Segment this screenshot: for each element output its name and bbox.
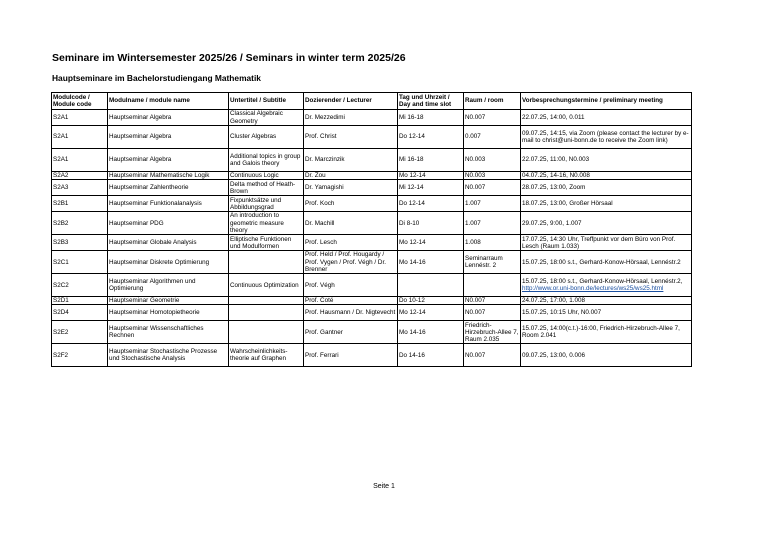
time-slot: Mi 16-18 xyxy=(399,156,424,164)
module-code-cell xyxy=(52,212,108,235)
preliminary-meeting: 15.07.25, 10:15 Uhr, N0.007 xyxy=(522,309,602,317)
preliminary-meeting-cell xyxy=(521,212,692,235)
preliminary-meeting-cell xyxy=(521,196,692,212)
room: 1.008 xyxy=(465,239,481,247)
room-cell xyxy=(464,149,521,172)
time-slot: Mo 14-16 xyxy=(399,258,426,266)
table-row xyxy=(52,235,692,251)
room-cell xyxy=(464,321,521,344)
table-row xyxy=(52,149,692,172)
module-name: Hauptseminar Algebra xyxy=(109,156,172,164)
module-subtitle-cell xyxy=(229,305,304,321)
table-row xyxy=(52,180,692,196)
table-row xyxy=(52,344,692,367)
time-slot: Mo 14-16 xyxy=(399,328,426,336)
time-slot: Do 14-16 xyxy=(399,351,425,359)
lecturer-cell xyxy=(304,126,398,149)
preliminary-meeting-cell xyxy=(521,321,692,344)
module-subtitle: Wahrscheinlichkeits-theorie auf Graphen xyxy=(230,348,288,363)
lecturer-cell xyxy=(304,297,398,305)
module-name-cell xyxy=(108,212,229,235)
module-subtitle-cell xyxy=(229,212,304,235)
room-cell xyxy=(464,212,521,235)
room: N0.003 xyxy=(465,156,486,164)
preliminary-meeting-cell xyxy=(521,172,692,180)
room-cell xyxy=(464,172,521,180)
module-code-cell xyxy=(52,172,108,180)
time-slot: Mo 12-14 xyxy=(399,172,426,179)
preliminary-meeting: 22.07.25, 11:00, N0.003 xyxy=(522,156,590,164)
lecturer: Prof. Hausmann / Dr. Nigtevecht xyxy=(305,309,396,317)
column-header-room: Raum / room xyxy=(464,93,521,110)
module-code-cell xyxy=(52,251,108,274)
module-name-cell xyxy=(108,305,229,321)
table-row xyxy=(52,172,692,180)
room: 0.007 xyxy=(465,133,481,141)
room-cell xyxy=(464,235,521,251)
time-slot: Mo 12-14 xyxy=(399,239,426,247)
preliminary-meeting: 15.07.25, 18:00 s.t., Gerhard-Konow-Hörsaal, Lennéstr.2, xyxy=(522,278,683,285)
module-subtitle-cell xyxy=(229,321,304,344)
room-cell xyxy=(464,251,521,274)
preliminary-meeting: 04.07.25, 14-16, N0.008 xyxy=(522,172,590,179)
room: Seminarraum Lennéstr. 2 xyxy=(465,255,503,270)
module-subtitle-cell xyxy=(229,251,304,274)
table-row xyxy=(52,297,692,305)
column-header-time: Tag und Uhrzeit / Day and time slot xyxy=(398,93,464,110)
lecturer: Prof. Coté xyxy=(305,297,334,305)
time-slot-cell xyxy=(398,212,464,235)
module-subtitle: Classical Algebraic Geometry xyxy=(230,110,283,125)
room-cell xyxy=(464,344,521,367)
module-subtitle-cell xyxy=(229,172,304,180)
table-row xyxy=(52,126,692,149)
module-name: Hauptseminar PDG xyxy=(109,219,164,227)
time-slot: Do 10-12 xyxy=(399,297,425,305)
module-code-cell xyxy=(52,180,108,196)
lecturer: Dr. Mezzedimi xyxy=(305,113,345,121)
time-slot: Mi 16-18 xyxy=(399,113,424,121)
page-title: Seminare im Wintersemester 2025/26 / Seminars in winter term 2025/26 xyxy=(52,52,406,64)
time-slot-cell xyxy=(398,196,464,212)
room: N0.007 xyxy=(465,351,486,359)
module-subtitle: Delta method of Heath-Brown xyxy=(230,180,296,195)
column-header-meeting: Vorbesprechungstermine / preliminary meeting xyxy=(521,93,692,110)
room: N0.007 xyxy=(465,113,486,121)
module-name-cell xyxy=(108,344,229,367)
room-cell xyxy=(464,126,521,149)
module-code: S2B3 xyxy=(53,239,69,247)
room-cell xyxy=(464,305,521,321)
room: 1.007 xyxy=(465,219,481,227)
room: Friedrich-Hirzebruch-Allee 7, Raum 2.035 xyxy=(465,321,519,343)
module-name-cell xyxy=(108,251,229,274)
time-slot: Mi 12-14 xyxy=(399,184,424,192)
preliminary-meeting: 15.07.25, 18:00 s.t., Gerhard-Konow-Hörsaal, Lennéstr.2 xyxy=(522,258,681,266)
module-subtitle-cell xyxy=(229,149,304,172)
module-name-cell xyxy=(108,297,229,305)
lecturer-cell xyxy=(304,110,398,126)
lecturer: Prof. Végh xyxy=(305,281,335,289)
room-cell xyxy=(464,110,521,126)
module-code-cell xyxy=(52,274,108,297)
preliminary-meeting: 17.07.25, 14:30 Uhr, Treffpunkt vor dem Büro von Prof. Lesch (Raum 1.033) xyxy=(522,235,676,250)
module-name: Hauptseminar Stochastische Prozesse und Stochastische Analysis xyxy=(109,348,218,363)
module-code-cell xyxy=(52,126,108,149)
module-code-cell xyxy=(52,235,108,251)
preliminary-meeting: 09.07.25, 14:15, via Zoom (please contact the lecturer by e-mail to christ@uni-bonn.de to receive the Zoom link) xyxy=(522,129,689,144)
module-name: Hauptseminar Geometrie xyxy=(109,297,180,305)
module-name-cell xyxy=(108,274,229,297)
lecturer-cell xyxy=(304,251,398,274)
lecturer-cell xyxy=(304,344,398,367)
preliminary-meeting: 24.07.25, 17:00, 1.008 xyxy=(522,297,586,305)
lecturer-cell xyxy=(304,305,398,321)
module-name-cell xyxy=(108,180,229,196)
page-number: Seite 1 xyxy=(373,483,395,490)
preliminary-meeting-cell xyxy=(521,297,692,305)
preliminary-meeting-cell xyxy=(521,149,692,172)
room: 1.007 xyxy=(465,200,481,208)
module-code: S2A1 xyxy=(53,156,69,164)
module-code-cell xyxy=(52,196,108,212)
lecturer-cell xyxy=(304,235,398,251)
lecturer: Prof. Christ xyxy=(305,133,337,141)
lecturer-cell xyxy=(304,274,398,297)
table-header-row xyxy=(52,93,692,110)
table-row xyxy=(52,305,692,321)
column-header-modulecode: Modulcode / Module code xyxy=(52,93,108,110)
module-name: Hauptseminar Algebra xyxy=(109,133,172,141)
time-slot-cell xyxy=(398,172,464,180)
column-header-lecturer: Dozierender / Lecturer xyxy=(304,93,398,110)
module-name: Hauptseminar Zahlentheorie xyxy=(109,184,189,192)
lecturer-cell xyxy=(304,180,398,196)
module-name-cell xyxy=(108,126,229,149)
time-slot-cell xyxy=(398,180,464,196)
time-slot-cell xyxy=(398,305,464,321)
preliminary-meeting: 28.07.25, 13:00, Zoom xyxy=(522,184,586,192)
room-cell xyxy=(464,180,521,196)
module-code-cell xyxy=(52,305,108,321)
lecturer: Prof. Held / Prof. Hougardy / Prof. Vygen / Prof. Végh / Dr. Brenner xyxy=(305,251,386,273)
time-slot-cell xyxy=(398,126,464,149)
module-name: Hauptseminar Homotopietheorie xyxy=(109,309,200,317)
module-name: Hauptseminar Diskrete Optimierung xyxy=(109,258,210,266)
preliminary-meeting-cell xyxy=(521,126,692,149)
time-slot-cell xyxy=(398,344,464,367)
time-slot-cell xyxy=(398,110,464,126)
room-cell xyxy=(464,274,521,297)
room-cell xyxy=(464,297,521,305)
module-subtitle: Fixpunktsätze und Abbildungsgrad xyxy=(230,196,282,211)
seminar-table xyxy=(51,92,692,367)
module-code: S2D1 xyxy=(53,297,69,305)
lecturer-cell xyxy=(304,196,398,212)
time-slot: Do 12-14 xyxy=(399,133,425,141)
column-header-modulename: Modulname / module name xyxy=(108,93,229,110)
module-code-cell xyxy=(52,149,108,172)
preliminary-meeting-cell xyxy=(521,251,692,274)
lecturer: Prof. Lesch xyxy=(305,239,337,247)
module-code-cell xyxy=(52,297,108,305)
module-name: Hauptseminar Algebra xyxy=(109,113,172,121)
time-slot-cell xyxy=(398,235,464,251)
module-code: S2F2 xyxy=(53,351,69,359)
lecturer-cell xyxy=(304,212,398,235)
preliminary-meeting-cell xyxy=(521,305,692,321)
lecturer: Dr. Machill xyxy=(305,219,335,227)
module-subtitle-cell xyxy=(229,110,304,126)
module-name-cell xyxy=(108,196,229,212)
module-subtitle: An introduction to geometric measure theory xyxy=(230,212,284,234)
module-subtitle-cell xyxy=(229,274,304,297)
module-subtitle-cell xyxy=(229,297,304,305)
time-slot: Mo 12-14 xyxy=(399,309,426,317)
table-row xyxy=(52,110,692,126)
module-name-cell xyxy=(108,235,229,251)
module-subtitle-cell xyxy=(229,126,304,149)
section-subtitle: Hauptseminare im Bachelorstudiengang Mathematik xyxy=(52,73,261,83)
room: N0.007 xyxy=(465,297,486,305)
module-code-cell xyxy=(52,321,108,344)
time-slot: Do 12-14 xyxy=(399,200,425,208)
lecturer-cell xyxy=(304,172,398,180)
module-code: S2A1 xyxy=(53,133,69,141)
preliminary-meeting-cell xyxy=(521,274,692,297)
lecturer-cell xyxy=(304,321,398,344)
lecturer: Prof. Koch xyxy=(305,200,335,208)
lecturer: Prof. Gantner xyxy=(305,328,343,336)
table-row xyxy=(52,251,692,274)
preliminary-meeting: 22.07.25, 14:00, 0.011 xyxy=(522,113,585,121)
module-name: Hauptseminar Algorithmen und Optimierung xyxy=(109,278,196,293)
lecturer-cell xyxy=(304,149,398,172)
module-subtitle: Additional topics in group and Galois theory xyxy=(230,152,301,167)
time-slot: Di 8-10 xyxy=(399,219,420,227)
module-name-cell xyxy=(108,321,229,344)
lecturer: Dr. Zou xyxy=(305,172,326,179)
module-code-cell xyxy=(52,110,108,126)
meeting-link[interactable]: http://www.or.uni-bonn.de/lectures/ws25/ws25.html xyxy=(522,285,664,293)
table-row xyxy=(52,196,692,212)
module-code: S2C1 xyxy=(53,258,69,266)
table-row xyxy=(52,274,692,297)
module-subtitle-cell xyxy=(229,235,304,251)
module-name: Hauptseminar Wissenschaftliches Rechnen xyxy=(109,325,204,340)
module-code: S2A3 xyxy=(53,184,69,192)
module-subtitle: Continuous Logic xyxy=(230,172,279,179)
preliminary-meeting-cell xyxy=(521,344,692,367)
preliminary-meeting: 09.07.25, 13:00, 0.006 xyxy=(522,351,586,359)
module-name: Hauptseminar Mathematische Logik xyxy=(109,172,210,179)
room: N0.007 xyxy=(465,309,486,317)
module-code: S2B2 xyxy=(53,219,69,227)
module-name: Hauptseminar Globale Analysis xyxy=(109,239,197,247)
module-code: S2E2 xyxy=(53,328,69,336)
module-subtitle: Cluster Algebras xyxy=(230,133,277,141)
time-slot-cell xyxy=(398,251,464,274)
module-code: S2D4 xyxy=(53,309,69,317)
preliminary-meeting: 15.07.25, 14:00(c.t.)-16:00, Friedrich-Hirzebruch-Allee 7, Room 2.041 xyxy=(522,325,680,340)
room-cell xyxy=(464,196,521,212)
module-code: S2A2 xyxy=(53,172,69,179)
preliminary-meeting-cell xyxy=(521,180,692,196)
table-row xyxy=(52,321,692,344)
preliminary-meeting: 29.07.25, 9:00, 1.007 xyxy=(522,219,582,227)
module-name: Hauptseminar Funktionalanalysis xyxy=(109,200,202,208)
preliminary-meeting-cell xyxy=(521,110,692,126)
module-subtitle-cell xyxy=(229,344,304,367)
lecturer: Dr. Marczinzik xyxy=(305,156,345,164)
time-slot-cell xyxy=(398,149,464,172)
module-code-cell xyxy=(52,344,108,367)
time-slot-cell xyxy=(398,321,464,344)
module-name-cell xyxy=(108,110,229,126)
room: N0.007 xyxy=(465,184,486,192)
time-slot-cell xyxy=(398,274,464,297)
lecturer: Prof. Ferrari xyxy=(305,351,339,359)
preliminary-meeting-cell xyxy=(521,235,692,251)
module-subtitle: Continuous Optimization xyxy=(230,281,299,289)
table-row xyxy=(52,212,692,235)
module-code: S2B1 xyxy=(53,200,69,208)
module-subtitle-cell xyxy=(229,180,304,196)
time-slot-cell xyxy=(398,297,464,305)
module-name-cell xyxy=(108,172,229,180)
module-code: S2C2 xyxy=(53,281,69,289)
preliminary-meeting: 18.07.25, 13:00, Großer Hörsaal xyxy=(522,200,613,208)
module-code: S2A1 xyxy=(53,113,69,121)
lecturer: Dr. Yamagishi xyxy=(305,184,344,192)
module-subtitle: Elliptische Funktionen und Modulformen xyxy=(230,235,292,250)
column-header-subtitle: Untertitel / Subtitle xyxy=(229,93,304,110)
room: N0.003 xyxy=(465,172,486,179)
module-subtitle-cell xyxy=(229,196,304,212)
module-name-cell xyxy=(108,149,229,172)
